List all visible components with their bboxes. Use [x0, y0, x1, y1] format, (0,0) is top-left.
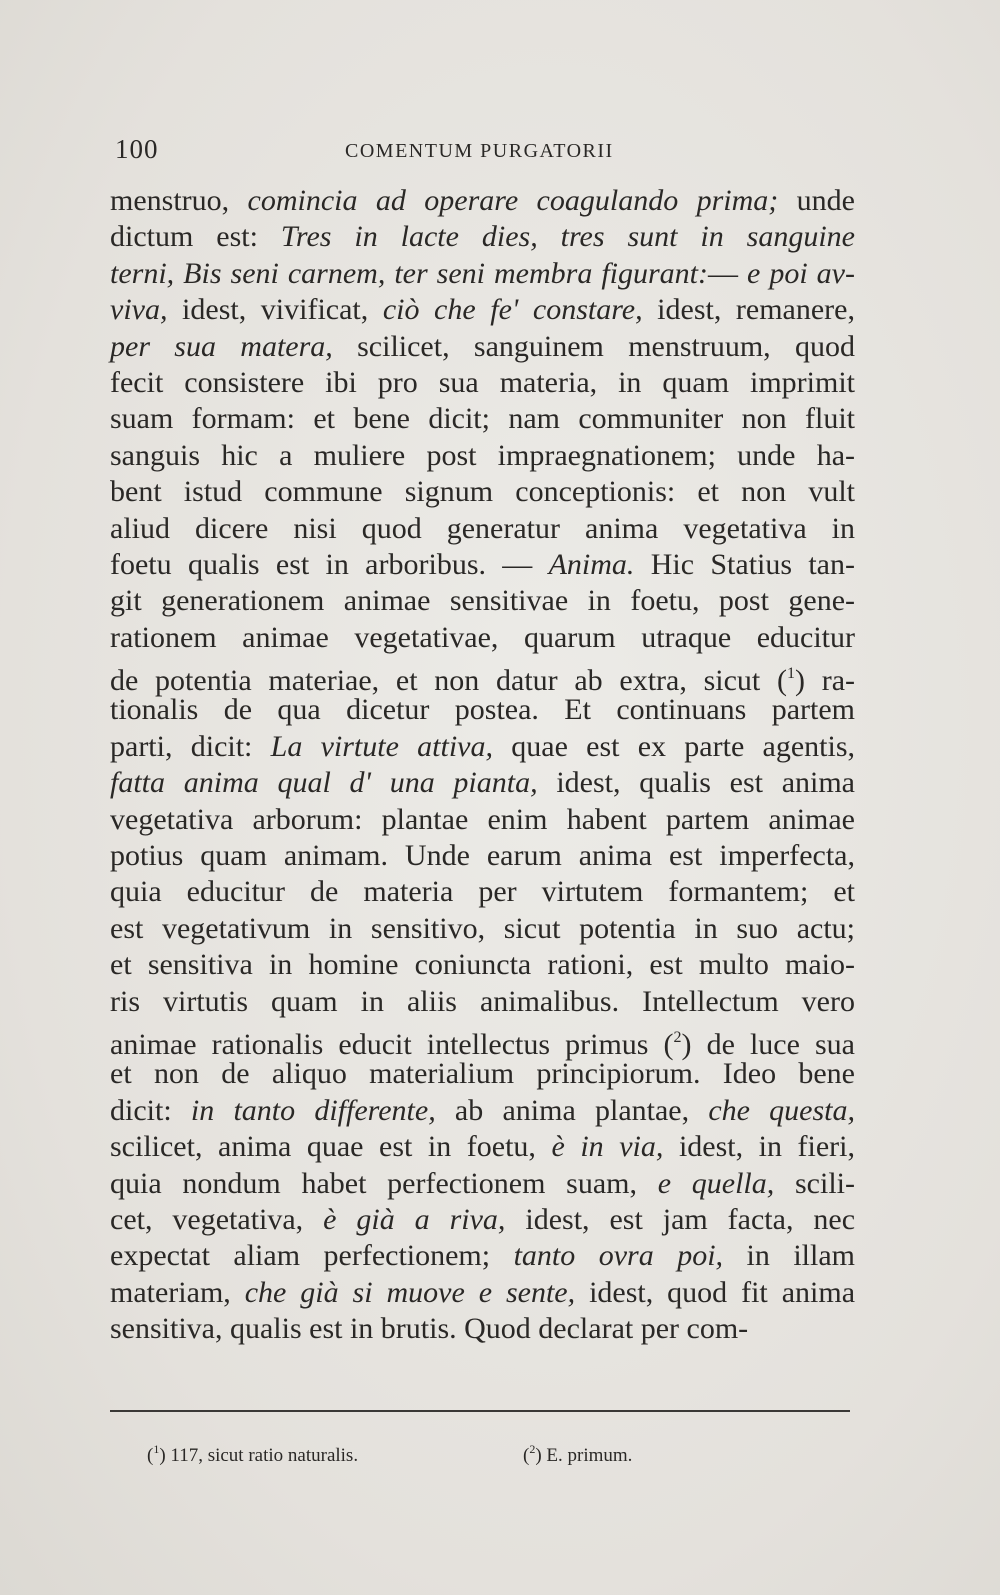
text-line	[110, 583, 855, 619]
footnotes	[147, 1442, 747, 1472]
text-line	[110, 329, 855, 365]
footnote-1-marker: 1	[153, 1442, 160, 1456]
text-segment: potius quam animam. Unde earum anima est imperfecta,	[110, 839, 855, 873]
text-line	[110, 1311, 855, 1347]
footnote-1	[147, 1442, 358, 1467]
text-segment: idest, remanere,	[642, 293, 855, 327]
text-segment: et non de aliquo materialium principiorum. Ideo bene	[110, 1057, 855, 1091]
text-segment: ) ra-	[794, 664, 855, 698]
text-segment: fecit consistere ibi pro sua materia, in quam imprimit	[110, 365, 855, 399]
text-segment: materiam,	[110, 1275, 245, 1309]
italic-segment: viva,	[110, 293, 168, 327]
italic-segment: in tanto differente,	[190, 1093, 436, 1127]
text-segment: quia nondum habet perfectionem suam,	[110, 1166, 658, 1200]
text-segment: cet, vegetativa,	[110, 1202, 324, 1236]
italic-segment: e quella,	[657, 1166, 775, 1200]
footnote-2-marker: 2	[529, 1442, 536, 1456]
text-line	[110, 656, 855, 698]
footnote-divider	[110, 1410, 850, 1412]
text-line	[110, 1238, 855, 1274]
text-segment: de potentia materiae, et non datur ab extra, sicut (	[110, 664, 787, 698]
text-segment: menstruo,	[110, 184, 248, 217]
text-line	[110, 183, 855, 219]
text-segment: ris virtutis quam in aliis animalibus. Intellectum vero	[110, 984, 855, 1018]
text-segment: unde	[778, 184, 855, 217]
italic-segment: per sua matera,	[110, 329, 333, 363]
text-segment: suam formam: et bene dicit; nam communiter non fluit	[110, 402, 855, 436]
text-line	[110, 765, 855, 801]
text-segment: —	[708, 256, 748, 290]
text-line	[110, 1020, 855, 1061]
text-line	[110, 1093, 855, 1129]
text-line	[110, 365, 855, 401]
text-line	[110, 256, 855, 292]
footnote-1-open: (	[147, 1445, 154, 1466]
text-segment: dictum est:	[110, 220, 281, 254]
text-line	[110, 1056, 855, 1092]
text-line	[110, 401, 855, 437]
footnote-ref: 2	[673, 1028, 682, 1046]
italic-segment: tanto ovra poi,	[513, 1239, 724, 1273]
text-line	[110, 292, 855, 328]
text-segment: sensitiva, qualis est in brutis. Quod declarat per com-	[110, 1312, 749, 1346]
text-line	[110, 511, 855, 547]
text-segment: quia educitur de materia per virtutem formantem; et	[110, 875, 855, 909]
text-segment: expectat aliam perfectionem;	[110, 1239, 514, 1273]
footnote-2-text: ) E. primum.	[535, 1445, 633, 1466]
text-segment: est vegetativum in sensitivo, sicut potentia in suo actu;	[110, 911, 855, 945]
text-segment: foetu qualis est in arboribus. —	[110, 547, 549, 581]
italic-segment: che questa,	[708, 1093, 856, 1127]
italic-segment: ciò che fe' constare,	[382, 293, 643, 327]
text-line	[110, 911, 855, 947]
text-line	[110, 547, 855, 583]
text-line	[110, 984, 855, 1020]
text-line	[110, 692, 855, 728]
text-segment: idest, in fieri,	[663, 1130, 855, 1164]
text-line	[110, 947, 855, 983]
text-segment: scilicet, anima quae est in foetu,	[110, 1130, 552, 1164]
text-line	[110, 838, 855, 874]
text-line	[110, 1202, 855, 1238]
text-segment: quae est ex parte agentis,	[493, 729, 855, 763]
text-segment: git generationem animae sensitivae in foetu, post gene-	[110, 584, 855, 618]
footnote-2	[523, 1442, 632, 1467]
text-segment: aliud dicere nisi quod generatur anima vegetativa in	[110, 511, 855, 545]
text-segment: parti, dicit:	[110, 729, 271, 763]
text-segment: bent istud commune signum conceptionis: et non vult	[110, 475, 855, 509]
text-segment: scili-	[774, 1166, 855, 1200]
text-segment: dicit:	[110, 1093, 191, 1127]
footnote-1-text: ) 117, sicut ratio naturalis.	[159, 1445, 359, 1466]
italic-segment: Anima.	[548, 547, 635, 581]
text-line	[110, 1275, 855, 1311]
text-line	[110, 438, 855, 474]
footnote-ref: 1	[786, 665, 795, 683]
text-segment: idest, vivificat,	[167, 293, 383, 327]
text-line	[110, 1129, 855, 1165]
text-line	[110, 620, 855, 656]
italic-segment: è in via,	[551, 1130, 664, 1164]
text-line	[110, 802, 855, 838]
text-segment: et sensitiva in homine coniuncta rationi, est multo maio-	[110, 948, 855, 982]
body-text	[110, 183, 855, 1348]
italic-segment: comincia ad operare coagulando prima;	[247, 184, 779, 217]
italic-segment: è già a riva,	[323, 1202, 506, 1236]
footnote-2-open: (	[523, 1445, 530, 1466]
text-segment: Hic Statius tan-	[634, 547, 855, 581]
italic-segment: fatta anima qual d' una pianta,	[110, 766, 538, 800]
text-line	[110, 474, 855, 510]
text-line	[110, 1166, 855, 1202]
text-line	[110, 874, 855, 910]
text-segment: idest, quod fit anima	[575, 1275, 856, 1309]
page-header	[115, 134, 845, 174]
text-line	[110, 729, 855, 765]
text-segment: vegetativa arborum: plantae enim habent partem animae	[110, 802, 855, 836]
italic-segment: La virtute attiva,	[270, 729, 493, 763]
text-segment: scilicet, sanguinem menstruum, quod	[332, 329, 855, 363]
page-number: 100	[115, 134, 159, 164]
text-segment: animae rationalis educit intellectus primus (	[110, 1027, 674, 1061]
text-segment: tionalis de qua dicetur postea. Et continuans partem	[110, 693, 855, 727]
text-segment: idest, qualis est anima	[537, 766, 855, 800]
text-line	[110, 219, 855, 255]
italic-segment: e poi av-	[747, 256, 855, 290]
italic-segment: terni, Bis seni carnem, ter seni membra figurant:	[110, 256, 708, 290]
text-segment: ab anima plantae,	[435, 1093, 709, 1127]
text-segment: in illam	[723, 1239, 855, 1273]
text-segment: rationem animae vegetativae, quarum utraque educitur	[110, 620, 855, 654]
text-segment: sanguis hic a muliere post impraegnationem; unde ha-	[110, 438, 855, 472]
text-segment: idest, est jam facta, nec	[505, 1202, 856, 1236]
running-head: COMENTUM PURGATORII	[345, 140, 614, 162]
italic-segment: Tres in lacte dies, tres sunt in sanguine	[280, 220, 855, 254]
italic-segment: che già si muove e sente,	[244, 1275, 576, 1309]
text-segment: ) de luce sua	[681, 1027, 855, 1061]
